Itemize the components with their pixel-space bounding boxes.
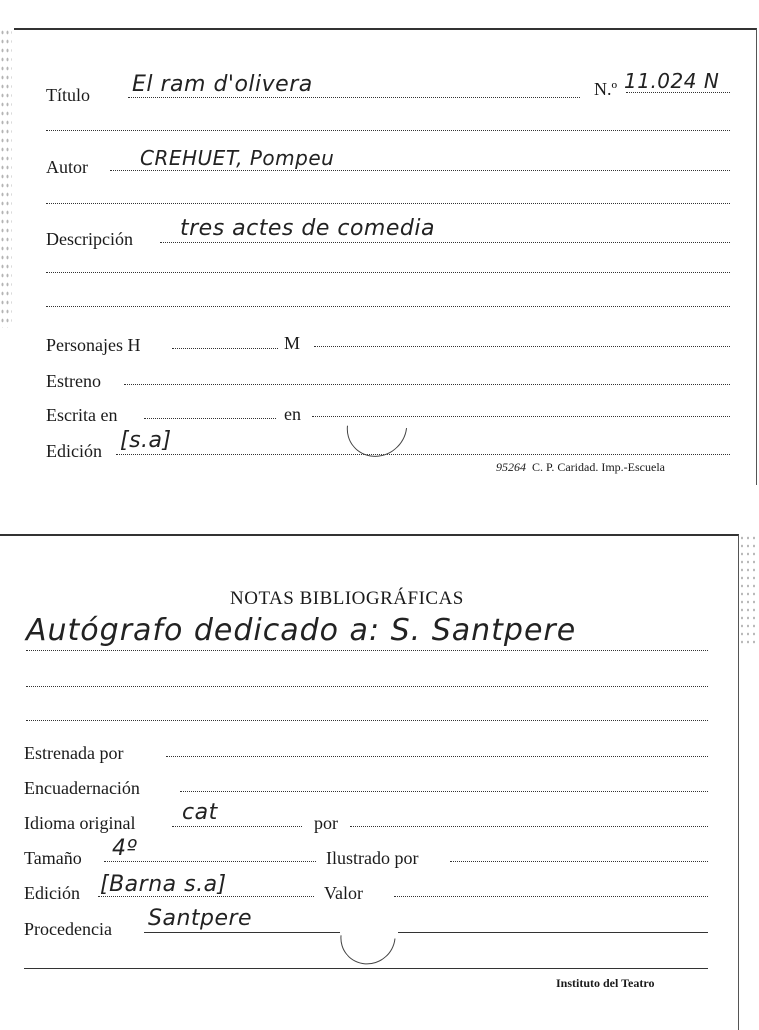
descripcion-line [160,242,730,243]
autor-label: Autor [46,157,88,177]
descripcion-label: Descripción [46,229,133,249]
ilustrado-label: Ilustrado por [326,848,419,868]
autor-value: CREHUET, Pompeu [140,146,335,170]
notas-text: Autógrafo dedicado a: S. Santpere [26,613,577,648]
autor-extra-line [46,203,730,204]
personajes-h-line [172,348,278,349]
personajes-m-label: M [284,333,301,353]
card2-bottom-rule [24,968,708,969]
descripcion-value: tres actes de comedia [180,216,435,241]
estreno-line [124,384,730,385]
tamano-label: Tamaño [24,848,82,868]
procedencia-value: Santpere [148,906,253,931]
notas-heading: NOTAS BIBLIOGRÁFICAS [230,588,464,609]
ilustrado-line [450,861,708,862]
idioma-label: Idioma original [24,813,136,833]
edicion2-label: Edición [24,883,80,903]
tamano-value: 4º [112,836,138,861]
notas-line-2 [26,686,708,687]
edicion2-value: [Barna s.a] [100,872,227,897]
edicion-value: [s.a] [120,428,172,453]
titulo-extra-line [46,130,730,131]
card2-footer [556,976,654,991]
encuadernacion-label: Encuadernación [24,778,140,798]
scan-speckle-left [0,28,12,328]
institution-name: Instituto del Teatro [556,976,655,990]
card1-footer [496,460,665,475]
notas-line-1 [26,650,708,651]
descripcion-extra-line-1 [46,272,730,273]
estrenada-label: Estrenada por [24,743,124,763]
numero-label: N.º [594,79,618,99]
escrita-en-label: en [284,404,301,424]
titulo-label: Título [46,85,90,105]
idioma-line [172,826,302,827]
print-code: 95264 [496,460,526,474]
idioma-value: cat [182,800,218,825]
idioma-por-label: por [314,813,338,833]
idioma-por-line [350,826,708,827]
scan-speckle-right [739,534,759,644]
escrita-label: Escrita en [46,405,118,425]
estrenada-line [166,756,708,757]
valor-line [394,896,708,897]
numero-value: 11.024 N [624,69,720,93]
escrita-line [144,418,276,419]
estreno-label: Estreno [46,371,101,391]
encuadernacion-line [180,791,708,792]
personajes-label: Personajes H [46,335,141,355]
edicion-label: Edición [46,441,102,461]
notas-line-3 [26,720,708,721]
printer-name: C. P. Caridad. Imp.-Escuela [532,460,665,474]
edicion-line [116,454,730,455]
valor-label: Valor [324,883,363,903]
procedencia-line-right [398,932,708,933]
descripcion-extra-line-2 [46,306,730,307]
procedencia-label: Procedencia [24,919,112,939]
titulo-value: El ram d'olivera [132,72,313,97]
personajes-m-line [314,346,730,347]
procedencia-line [144,932,340,933]
